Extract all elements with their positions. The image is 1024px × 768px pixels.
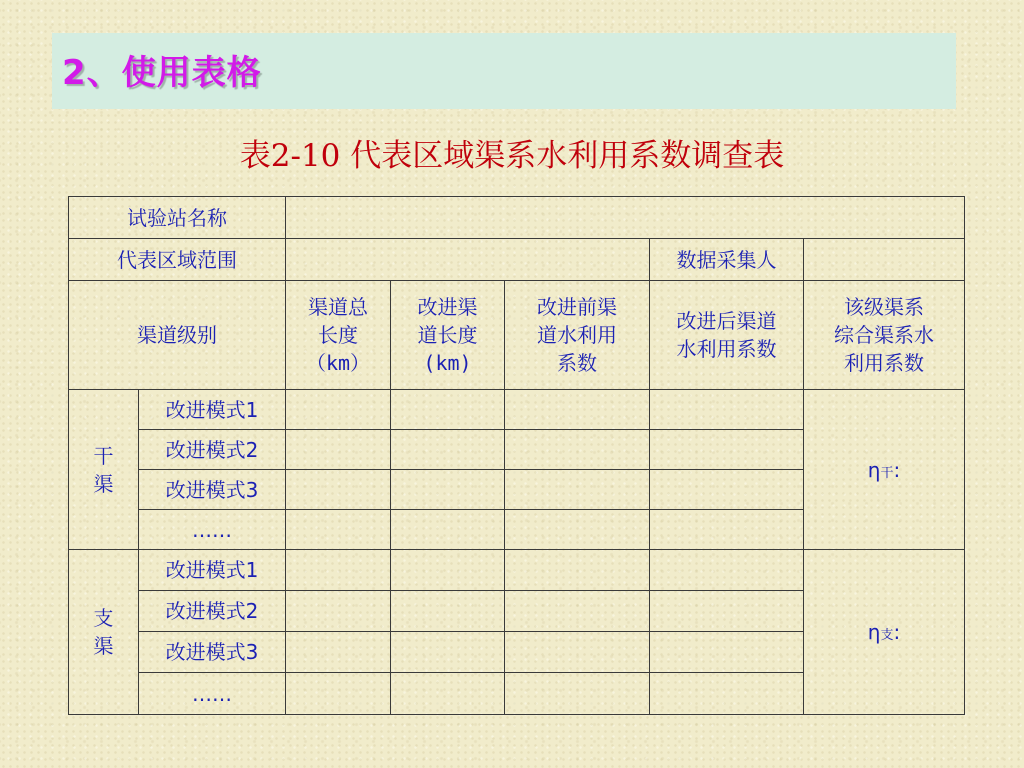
mode-label: 改进模式2	[139, 430, 286, 470]
eta-branch-canal-cell	[804, 550, 965, 715]
data-cell	[650, 673, 804, 715]
data-cell	[650, 470, 804, 510]
header-text-line: 长度	[318, 323, 358, 347]
data-cell	[505, 673, 650, 715]
data-cell	[391, 632, 505, 673]
header-text-line: 水利用系数	[676, 337, 777, 361]
mode-label: 改进模式3	[139, 470, 286, 510]
eta-subscript: 干	[880, 465, 894, 481]
section-title: 2、使用表格	[62, 53, 262, 93]
collector-value-cell	[804, 239, 965, 281]
table-row	[69, 390, 965, 430]
eta-main-canal-cell	[804, 390, 965, 550]
data-cell	[650, 632, 804, 673]
header-text-line: 综合渠系水	[834, 323, 935, 347]
survey-table	[68, 196, 965, 715]
data-cell	[286, 430, 391, 470]
data-cell	[286, 510, 391, 550]
mode-label: 改进模式2	[139, 591, 286, 632]
eta-symbol: η	[867, 457, 881, 482]
group-label-char: 渠	[93, 471, 114, 496]
data-cell	[286, 390, 391, 430]
header-before-coefficient	[505, 281, 650, 390]
header-text-line: 系数	[557, 351, 597, 375]
region-row	[69, 239, 965, 281]
data-cell	[286, 550, 391, 591]
header-text-line: 该级渠系	[844, 295, 925, 319]
eta-colon: :	[893, 620, 901, 644]
data-cell	[505, 470, 650, 510]
header-improved-length	[391, 281, 505, 390]
eta-symbol: η	[867, 620, 881, 644]
region-label: 代表区域范围	[69, 239, 286, 281]
collector-label: 数据采集人	[650, 239, 804, 281]
header-text-line: 道长度	[417, 323, 478, 347]
header-after-coefficient	[650, 281, 804, 390]
data-cell	[505, 591, 650, 632]
data-cell	[505, 390, 650, 430]
header-unit: （km）	[305, 351, 371, 375]
data-cell	[650, 390, 804, 430]
region-value-cell	[286, 239, 650, 281]
data-cell	[391, 470, 505, 510]
data-cell	[505, 632, 650, 673]
station-label: 试验站名称	[69, 197, 286, 239]
mode-label-ellipsis: ……	[139, 673, 286, 715]
data-cell	[286, 591, 391, 632]
mode-label: 改进模式3	[139, 632, 286, 673]
data-cell	[505, 510, 650, 550]
data-cell	[505, 430, 650, 470]
eta-subscript: 支	[880, 628, 894, 643]
table-caption: 表2-10 代表区域渠系水利用系数调查表	[239, 138, 785, 174]
header-text-line: 渠道总	[308, 295, 368, 319]
mode-label: 改进模式1	[139, 550, 286, 591]
header-text-line: 改进渠	[417, 295, 478, 319]
header-unit: (km)	[423, 351, 472, 375]
data-cell	[286, 470, 391, 510]
data-cell	[391, 673, 505, 715]
table-row	[69, 550, 965, 591]
header-text-line: 利用系数	[844, 351, 925, 375]
data-cell	[650, 430, 804, 470]
group-label-char: 渠	[93, 634, 114, 658]
data-cell	[391, 550, 505, 591]
header-text-line: 改进后渠道	[676, 309, 777, 333]
group-label-branch-canal	[69, 550, 139, 715]
data-cell	[650, 591, 804, 632]
header-channel-level: 渠道级别	[69, 281, 286, 390]
station-row	[69, 197, 965, 239]
data-cell	[391, 430, 505, 470]
data-cell	[286, 632, 391, 673]
eta-colon: :	[893, 457, 901, 482]
data-cell	[650, 550, 804, 591]
header-text-line: 道水利用	[537, 323, 617, 347]
header-combined-coefficient	[804, 281, 965, 390]
station-value-cell	[286, 197, 965, 239]
group-label-main-canal	[69, 390, 139, 550]
data-cell	[391, 510, 505, 550]
data-cell	[391, 591, 505, 632]
data-cell	[286, 673, 391, 715]
data-cell	[505, 550, 650, 591]
group-label-char: 干	[93, 443, 114, 468]
mode-label: 改进模式1	[139, 390, 286, 430]
data-cell	[391, 390, 505, 430]
mode-label-ellipsis: ……	[139, 510, 286, 550]
group-label-char: 支	[93, 606, 114, 630]
header-total-length	[286, 281, 391, 390]
header-text-line: 改进前渠	[537, 295, 617, 319]
header-row	[69, 281, 965, 390]
data-cell	[650, 510, 804, 550]
